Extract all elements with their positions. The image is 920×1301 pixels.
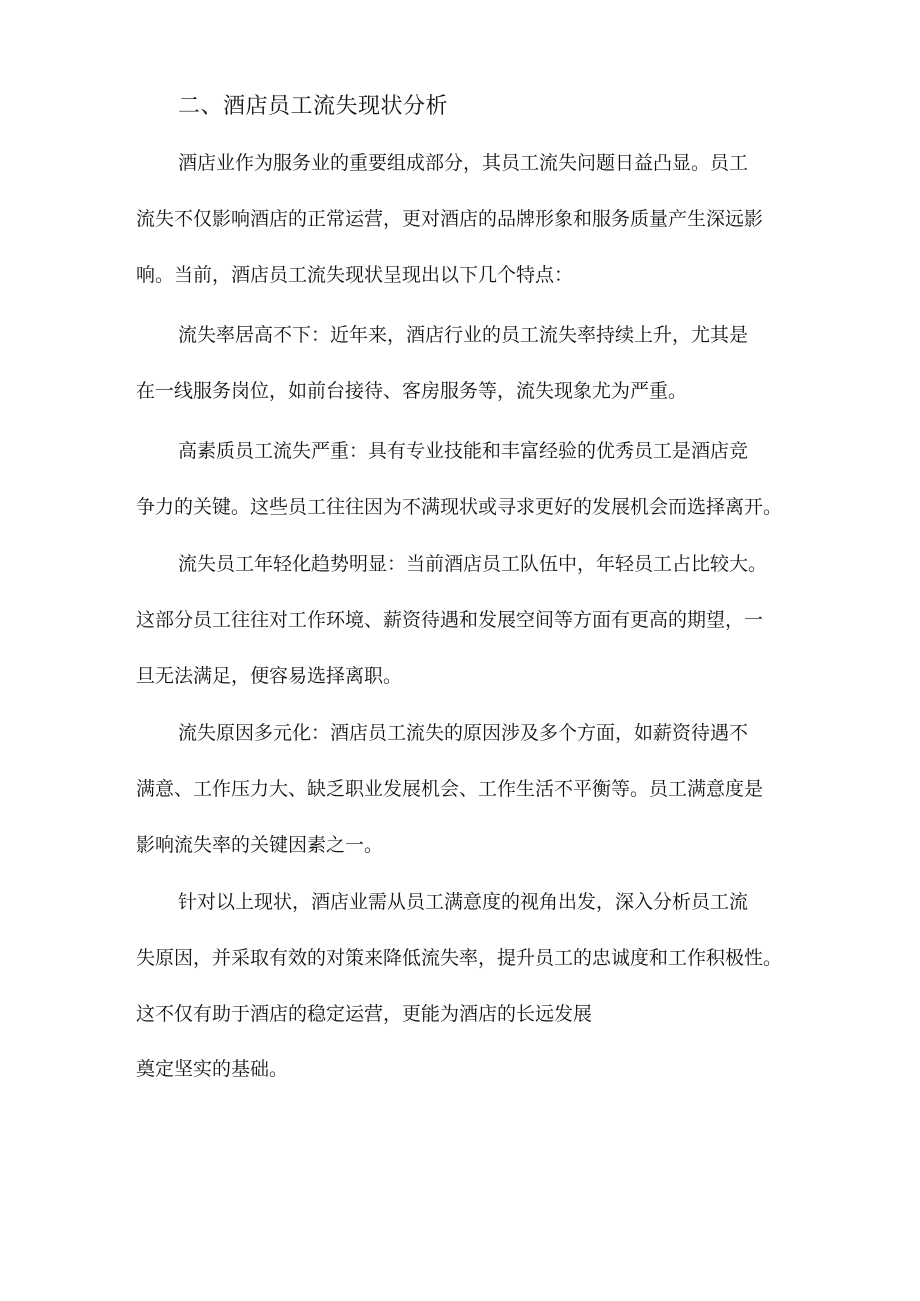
paragraph-2-line-2: 在一线服务岗位，如前台接待、客房服务等，流失现象尤为严重。 — [136, 380, 688, 402]
section-heading: 二、酒店员工流失现状分析 — [178, 94, 449, 119]
paragraph-3-line-1: 高素质员工流失严重：具有专业技能和丰富经验的优秀员工是酒店竞 — [178, 440, 749, 462]
paragraph-5-line-2: 满意、工作压力大、缺乏职业发展机会、工作生活不平衡等。员工满意度是 — [136, 778, 764, 800]
paragraph-6-line-2: 失原因，并采取有效的对策来降低流失率，提升员工的忠诚度和工作积极性。 — [136, 947, 783, 969]
paragraph-1-line-3: 响。当前，酒店员工流失现状呈现出以下几个特点： — [136, 264, 574, 286]
paragraph-6-line-3: 这不仅有助于酒店的稳定运营，更能为酒店的长远发展 — [136, 1003, 593, 1025]
paragraph-4-line-1: 流失员工年轻化趋势明显：当前酒店员工队伍中，年轻员工占比较大。 — [178, 553, 768, 575]
paragraph-3-line-2: 争力的关键。这些员工往往因为不满现状或寻求更好的发展机会而选择离开。 — [136, 496, 783, 518]
paragraph-5-line-1: 流失原因多元化：酒店员工流失的原因涉及多个方面，如薪资待遇不 — [178, 722, 749, 744]
paragraph-5-line-3: 影响流失率的关键因素之一。 — [136, 834, 384, 856]
paragraph-4-line-3: 旦无法满足，便容易选择离职。 — [136, 665, 403, 687]
paragraph-4-line-2: 这部分员工往往对工作环境、薪资待遇和发展空间等方面有更高的期望，一 — [136, 609, 764, 631]
paragraph-6-line-4: 奠定坚实的基础。 — [136, 1058, 289, 1080]
paragraph-1-line-1: 酒店业作为服务业的重要组成部分，其员工流失问题日益凸显。员工 — [178, 152, 749, 174]
paragraph-2-line-1: 流失率居高不下：近年来，酒店行业的员工流失率持续上升，尤其是 — [178, 324, 749, 346]
paragraph-1-line-2: 流失不仅影响酒店的正常运营，更对酒店的品牌形象和服务质量产生深远影 — [136, 208, 764, 230]
paragraph-6-line-1: 针对以上现状，酒店业需从员工满意度的视角出发，深入分析员工流 — [178, 891, 749, 913]
